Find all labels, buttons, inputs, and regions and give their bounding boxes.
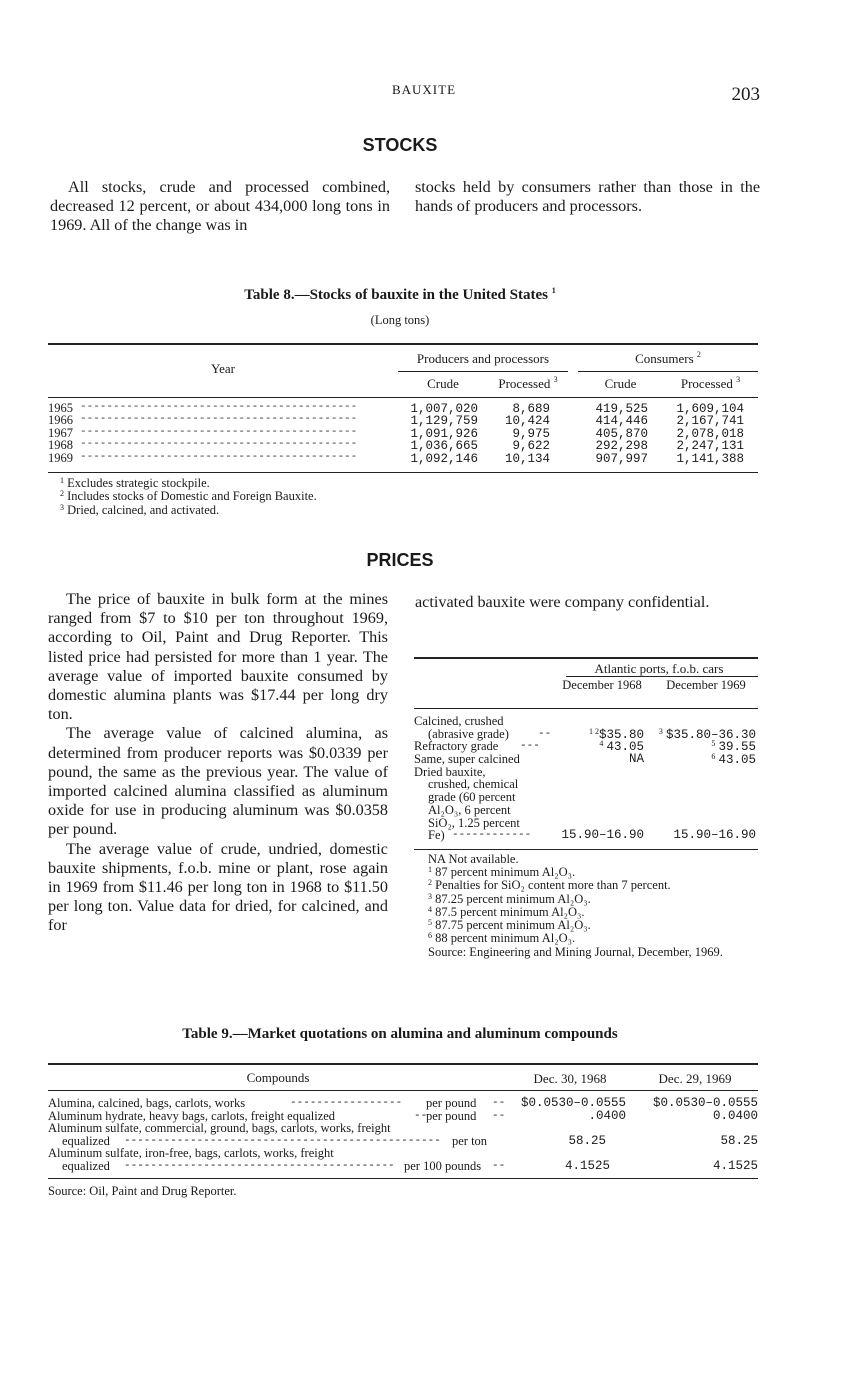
footnote-mark: 2	[428, 878, 432, 888]
row-label: Al₂O₃, 6 percent	[428, 802, 511, 817]
row-year: 1965	[48, 401, 73, 415]
footnote-text: NA Not available.	[428, 852, 519, 866]
table8-col-year: Year	[211, 361, 235, 376]
stocks-col2-text: stocks held by consumers rather than those in the hands of producers and processors.	[415, 178, 760, 216]
table8-col-c-processed	[663, 376, 758, 392]
ptable-col-1968: December 1968	[562, 678, 642, 692]
ptable-col-1969: December 1969	[666, 678, 746, 692]
cell-value: $35.80–36.30	[665, 727, 756, 742]
leader: ------------------------------------------	[80, 450, 358, 463]
leader: --	[492, 1097, 506, 1109]
cell-p-crude: 1,007,020	[410, 402, 478, 416]
table-row	[414, 829, 758, 843]
leader: ------------------------------------------------	[124, 1134, 441, 1147]
prices-paragraph-1: The price of bauxite in bulk form at the mines ranged from $7 to $10 per ton throughout 1969, according to Oil, Paint and Drug Reporter. This listed price had persisted for more than 1 year. The average value of imported bauxite consumed by domestic alumina plants was $17.44 per long dry ton.	[48, 590, 388, 724]
leader: -----------------------------------------	[124, 1159, 395, 1172]
leader: --	[492, 1159, 506, 1172]
table8-group-consumers	[578, 351, 758, 367]
row-label: crushed, chemical	[428, 777, 519, 792]
leader: --	[414, 1109, 428, 1122]
leader: ------------------------------------------	[80, 413, 358, 426]
cell-mark: 4	[599, 739, 604, 749]
cell-mark: 5	[711, 739, 716, 749]
cell-c-processed: 2,078,018	[676, 426, 744, 441]
footnote-text: 87.75 percent minimum Al₂O₃.	[435, 918, 591, 933]
row-label: Refractory grade	[414, 739, 499, 754]
footnote-mark: 2	[60, 489, 64, 499]
cell-c-crude: 405,870	[595, 426, 648, 441]
table8-col-c-crude: Crude	[604, 376, 637, 391]
row-year: 1968	[48, 438, 73, 453]
row-label: equalized	[62, 1133, 110, 1148]
leader: ------------	[452, 829, 532, 842]
footnote-mark: 3	[428, 891, 432, 901]
cell-c-crude: 907,997	[595, 451, 648, 466]
stocks-col1	[50, 178, 390, 236]
ptable-source: Source: Engineering and Mining Journal, December, 1969.	[428, 945, 723, 960]
cell-1968: 58.25	[568, 1133, 606, 1148]
leader: --	[492, 1109, 506, 1122]
cell-mark: 6	[711, 752, 716, 762]
footnote-text: Penalties for SiO₂ content more than 7 percent.	[435, 878, 671, 893]
cell-1968: .0400	[588, 1108, 626, 1123]
leader: -----------------	[290, 1097, 403, 1109]
table-row	[48, 1122, 758, 1135]
cell-c-crude: 414,446	[595, 414, 648, 429]
table8-col-p-processed-sup: 3	[553, 375, 558, 384]
row-year: 1967	[48, 425, 73, 440]
footnote-mark: 6	[428, 931, 432, 941]
table8-col-p-processed	[488, 376, 568, 392]
cell-p-crude: 1,091,926	[410, 426, 478, 441]
table9-col-compounds: Compounds	[246, 1070, 310, 1085]
footnote-text: Includes stocks of Domestic and Foreign Bauxite.	[67, 489, 317, 504]
cell-p-crude: 1,036,665	[410, 439, 478, 454]
table-row	[48, 1160, 758, 1173]
cell-c-processed: 2,167,741	[676, 414, 744, 429]
cell-1968: $0.0530–0.0555	[520, 1096, 626, 1110]
row-label: Dried bauxite,	[414, 764, 486, 779]
table8-col-c-processed-sup: 3	[736, 375, 741, 384]
row-unit: per pound	[426, 1108, 477, 1123]
cell-1969: 4.1525	[712, 1158, 758, 1173]
table8-subtitle: (Long tons)	[370, 313, 430, 327]
row-label: Same, super calcined	[414, 752, 520, 767]
prices-heading: PRICES	[366, 550, 434, 570]
ptable-body	[414, 715, 758, 843]
row-label: Aluminum sulfate, iron-free, bags, carlots, works, freight	[48, 1146, 334, 1161]
cell-1968: 15.90–16.90	[561, 828, 644, 843]
table-row	[414, 715, 758, 728]
cell-p-processed: 8,689	[512, 402, 550, 416]
cell-p-processed: 9,622	[512, 439, 550, 454]
table8-footnotes	[60, 477, 317, 517]
leader: --	[538, 727, 552, 740]
row-unit: per pound	[426, 1096, 477, 1110]
table9-col-1969: Dec. 29, 1969	[658, 1071, 732, 1086]
footnote-mark: 5	[428, 918, 432, 928]
table8-col-c-processed-text: Processed	[680, 376, 733, 391]
leader: ------------------------------------------	[80, 401, 358, 413]
footnote	[60, 504, 317, 517]
footnote-mark: 1	[428, 865, 432, 875]
cell-c-crude: 292,298	[595, 439, 648, 454]
prices-paragraph-3: The average value of crude, undried, domestic bauxite shipments, f.o.b. mine or plant, rose again in 1969 from $11.46 per long ton in 1968 to $11.50 per long ton. Value data for dried, for calcined, and for	[48, 839, 388, 935]
footnote-mark: 3	[60, 502, 64, 512]
row-label: Fe)	[428, 828, 445, 843]
ptable-notes	[428, 853, 760, 960]
footnote-mark: 1	[60, 476, 64, 485]
cell-1969: $0.0530–0.0555	[652, 1096, 758, 1110]
footnote	[60, 490, 317, 503]
cell-1968: NA	[628, 752, 644, 767]
row-label: equalized	[62, 1158, 110, 1173]
cell-value: $35.80	[598, 727, 644, 742]
table8-group-producers: Producers and processors	[416, 351, 550, 366]
cell-value: 43.05	[606, 740, 644, 755]
cell-p-processed: 10,424	[504, 414, 550, 429]
stocks-col1-text: All stocks, crude and processed combined, decreased 12 percent, or about 434,000 long tons in 1969. All of the change was in	[50, 178, 390, 235]
row-unit: per ton	[452, 1133, 488, 1148]
cell-c-processed: 2,247,131	[676, 439, 744, 454]
cell-c-processed: 1,141,388	[676, 451, 744, 466]
cell-1969: 58.25	[720, 1133, 758, 1148]
table8-title-sup: 1	[551, 286, 556, 295]
cell-p-crude: 1,092,146	[410, 451, 478, 466]
cell-p-crude: 1,129,759	[410, 414, 478, 429]
cell-p-processed: 9,975	[512, 426, 550, 441]
footnote-text: 87.5 percent minimum Al₂O₃.	[435, 904, 585, 919]
footnote-text: 88 percent minimum Al₂O₃.	[435, 931, 576, 946]
cell-p-processed: 10,134	[504, 451, 550, 466]
footnote-text: Excludes strategic stockpile.	[67, 476, 210, 490]
cell-mark: 3	[658, 726, 663, 736]
cell-1969: 15.90–16.90	[673, 828, 756, 843]
row-unit: per 100 pounds	[404, 1158, 482, 1173]
stocks-col2	[415, 178, 760, 216]
prices-col2	[415, 593, 760, 612]
table8-group-consumers-text: Consumers	[635, 351, 694, 366]
leader: ------------------------------------------	[80, 425, 358, 438]
row-year: 1969	[48, 450, 73, 465]
table9-title: Table 9.—Market quotations on alumina and aluminum compounds	[182, 1026, 618, 1042]
row-label: SiO₂, 1.25 percent	[428, 815, 520, 830]
table8-col-p-crude: Crude	[427, 376, 459, 391]
cell-c-crude: 419,525	[595, 402, 648, 416]
table8-group-consumers-sup: 2	[696, 350, 701, 359]
table8-title	[0, 287, 800, 304]
row-label: Calcined, crushed	[414, 714, 504, 728]
cell-mark: 1 2	[588, 726, 599, 736]
page-number: 203	[731, 84, 760, 105]
cell-1969	[711, 753, 756, 767]
cell-c-processed: 1,609,104	[676, 402, 744, 416]
cell-1968: 4.1525	[564, 1158, 610, 1173]
prices-col1	[48, 590, 388, 936]
table8-col-p-processed-text: Processed	[498, 376, 551, 391]
footnote-text: 87.25 percent minimum Al₂O₃.	[435, 891, 591, 906]
row-label: (abrasive grade)	[428, 726, 509, 741]
running-title: BAUXITE	[391, 82, 457, 97]
table8-title-text: Table 8.—Stocks of bauxite in the United States	[244, 287, 548, 303]
ptable-group: Atlantic ports, f.o.b. cars	[594, 661, 724, 676]
table8-body	[48, 402, 758, 464]
footnote-text: 87 percent minimum Al₂O₃.	[435, 865, 576, 880]
prices-paragraph-2: The average value of calcined alumina, as determined from producer reports was $0.0339 per pound, the same as the previous year. The value of imported calcined alumina classified as aluminum oxide for use in producing aluminum was $0.0358 per pound.	[48, 724, 388, 839]
row-label: Aluminum hydrate, heavy bags, carlots, freight equalized	[48, 1108, 336, 1123]
cell-value: 39.55	[718, 740, 756, 755]
footnote	[60, 477, 317, 490]
table9-source: Source: Oil, Paint and Drug Reporter.	[48, 1184, 237, 1198]
footnote-text: Dried, calcined, and activated.	[67, 502, 220, 517]
row-label: Aluminum sulfate, commercial, ground, bags, carlots, works, freight	[48, 1121, 391, 1136]
leader: ------------------------------------------	[80, 438, 358, 451]
row-label: grade (60 percent	[428, 790, 516, 805]
table9-body	[48, 1097, 758, 1173]
footnote-mark: 4	[428, 904, 432, 914]
prices-col2-text: activated bauxite were company confidential.	[415, 593, 710, 611]
stocks-heading: STOCKS	[362, 135, 438, 155]
leader: ---	[520, 740, 540, 753]
cell-value: 43.05	[718, 753, 756, 768]
table9-col-1968: Dec. 30, 1968	[533, 1071, 607, 1086]
cell-1969: 0.0400	[712, 1108, 758, 1123]
table-row	[48, 452, 758, 464]
row-label: Alumina, calcined, bags, carlots, works	[48, 1096, 246, 1110]
table-row	[48, 1147, 758, 1160]
row-year: 1966	[48, 413, 73, 428]
footnote	[428, 932, 760, 945]
